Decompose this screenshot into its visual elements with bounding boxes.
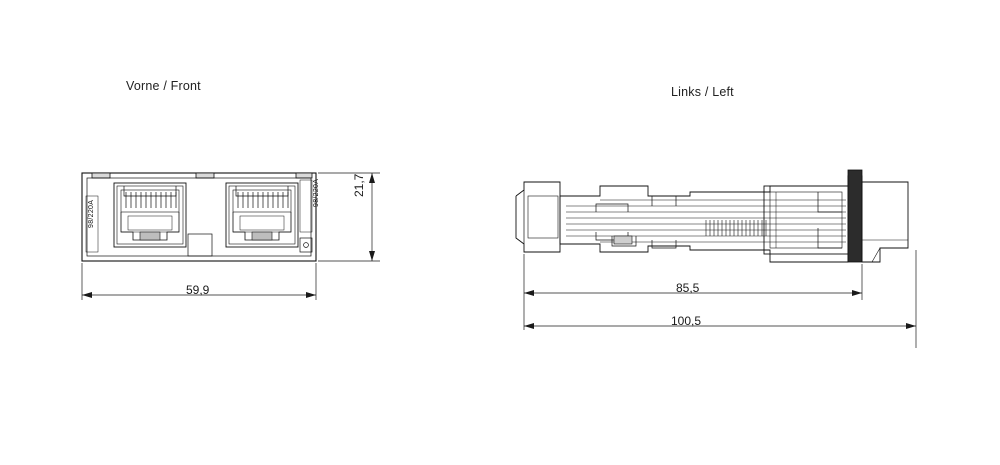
left-view-dimensions [524,250,916,348]
left-view-geometry [516,170,908,262]
front-height-dimension-label: 21,7 [352,173,366,197]
front-left-port-label: 98/220A [88,199,95,228]
front-view-dimensions [82,173,380,300]
left-total-depth-dimension-label: 100,5 [671,314,702,328]
left-view-title: Links / Left [671,85,734,99]
front-view-geometry [82,173,316,261]
left-body-depth-dimension-label: 85,5 [676,281,700,295]
front-width-dimension-label: 59,9 [186,283,210,297]
front-view-title: Vorne / Front [126,79,201,93]
front-right-port-label: 98/220A [313,178,320,207]
